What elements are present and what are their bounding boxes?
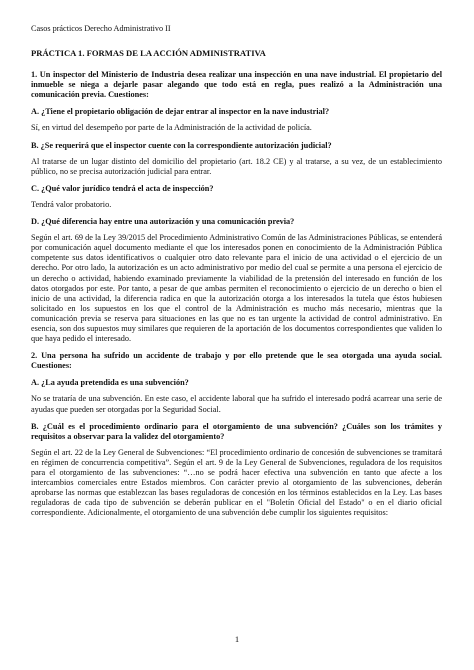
case-1-question-b: B. ¿Se requerirá que el inspector cuente con la correspondiente autorización judicial? [31,140,332,150]
case-1-statement: 1. Un inspector del Ministerio de Industria desea realizar una inspección en una nave industrial. El propietario del inmueble se niega a dejarle pasar alegando que todo está en regla, pues realizó a la Administración una comunicación previa. Cuestiones: [31,70,442,100]
running-header: Casos prácticos Derecho Administrativo II [31,24,171,33]
practice-title: PRÁCTICA 1. FORMAS DE LA ACCIÓN ADMINISTRATIVA [31,48,266,58]
case-2-question-b: B. ¿Cuál es el procedimiento ordinario para el otorgamiento de una subvención? ¿Cuáles son los trámites y requisitos a observar para la validez del otorgamiento? [31,421,442,441]
case-1-question-c: C. ¿Qué valor jurídico tendrá el acta de inspección? [31,183,214,193]
document-body [31,48,442,525]
case-1-question-a: A. ¿Tiene el propietario obligación de dejar entrar al inspector en la nave industrial? [31,107,330,117]
case-1-question-d: D. ¿Qué diferencia hay entre una autorización y una comunicación previa? [31,217,295,227]
case-2-statement: 2. Una persona ha sufrido un accidente de trabajo y por ello pretende que le sea otorgada una ayuda social. Cuestiones: [31,351,442,371]
page-number: 1 [234,634,240,644]
case-1-answer-c: Tendrá valor probatorio. [31,199,112,209]
case-1-answer-a: Sí, en virtud del desempeño por parte de la Administración de la actividad de policía. [31,123,312,133]
case-1-answer-d: Según el art. 69 de la Ley 39/2015 del Procedimiento Administrativo Común de las Administraciones Públicas, se entenderá por comunicación aquel documento mediante el que los interesados ponen en conocimiento de la Administración Pública competente sus datos identificativos o cualquier otro dato relevante para el inicio de una actividad o el ejercicio de un derecho. Por otro lado, la autorización es un acto administrativo por medio del cual se permite a una persona el ejercicio de un derecho o actividad, habiendo examinado previamente la viabilidad de la pretensión del interesado en función de los datos otorgados por este. Por tanto, a pesar de que ambas permiten el reconocimiento o ejercicio de un derecho o bien el inicio de una actividad, la diferencia radica en que la autorización otorga a los interesados la tutela que éstos hubiesen solicitado en los supuestos en los que el control de la Administración es mucho más necesario, mientras que la comunicación previa se reserva para situaciones en las que no es tan urgente la actividad de control administrativo. En esencia, son dos supuestos muy similares que requieren de la aportación de los documentos correspondientes que validen lo que haya pedido el interesado. [31,233,442,344]
case-2-question-a: A. ¿La ayuda pretendida es una subvención? [31,378,189,388]
case-1-answer-b: Al tratarse de un lugar distinto del domicilio del propietario (art. 18.2 CE) y al tratarse, a su vez, de un establecimiento público, no se precisa autorización judicial para entrar. [31,156,442,176]
case-2-answer-b: Según el art. 22 de la Ley General de Subvenciones: “El procedimiento ordinario de concesión de subvenciones se tramitará en régimen de concurrencia competitiva”. Según el art. 9 de la Ley General de Subvenciones, reguladora de los requisitos para el otorgamiento de las subvenciones: “…no se podrá hacer efectiva una subvención en tanto que afecte a los intercambios comerciales entre Estados miembros. Con carácter previo al otorgamiento de las subvenciones, deberán aprobarse las normas que establezcan las bases reguladoras de concesión en los términos establecidos en la Ley. Las bases reguladoras de cada tipo de subvención se deberán publicar en el "Boletín Oficial del Estado" o en el diario oficial correspondiente. Adicionalmente, el otorgamiento de una subvención debe cumplir los siguientes requisitos: [31,447,442,518]
case-2-answer-a: No se trataría de una subvención. En este caso, el accidente laboral que ha sufrido el interesado podrá acarrear una serie de ayudas que pueden ser otorgadas por la Seguridad Social. [31,394,442,414]
